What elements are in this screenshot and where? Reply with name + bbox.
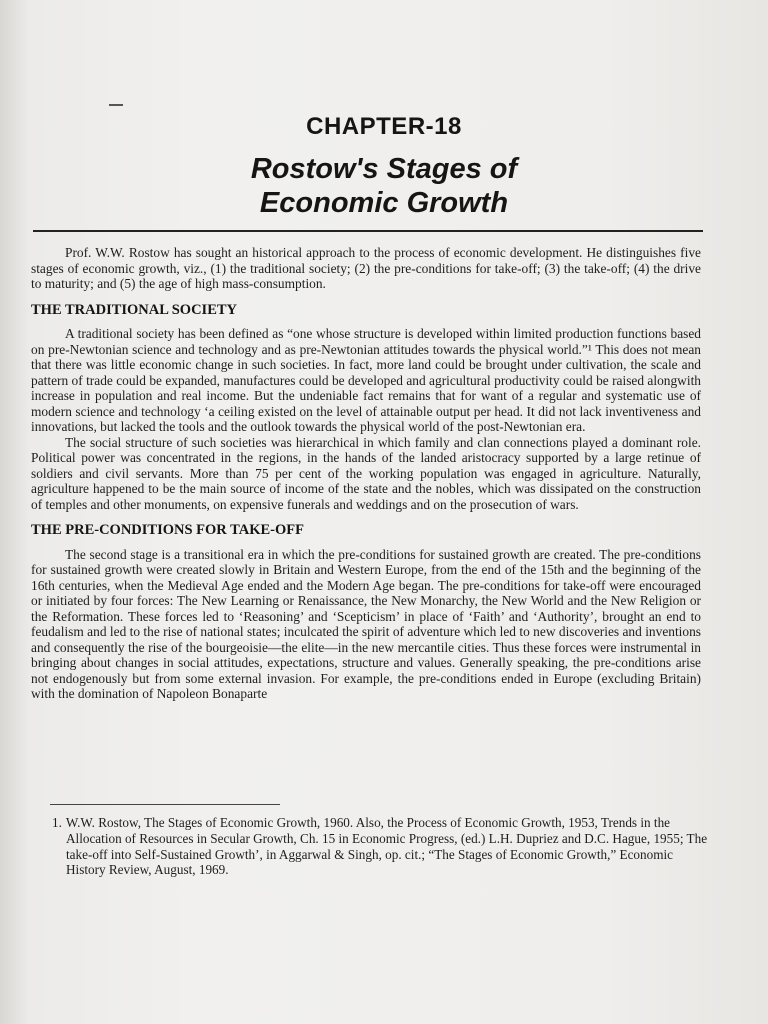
section-heading: THE TRADITIONAL SOCIETY: [31, 301, 238, 318]
title-rule: [33, 230, 703, 232]
footnote: [52, 815, 708, 878]
chapter-label: CHAPTER-18: [306, 113, 462, 140]
chapter-title: [0, 152, 768, 220]
chapter-title-line-2: Economic Growth: [259, 187, 509, 219]
chapter-title-line-1: Rostow's Stages of: [250, 153, 518, 185]
footnote-rule: [50, 804, 280, 805]
body-text: [31, 245, 701, 702]
section-heading: THE PRE-CONDITIONS FOR TAKE-OFF: [31, 522, 304, 538]
footnote-text: W.W. Rostow, The Stages of Economic Growth, 1960. Also, the Process of Economic Growth, 1953, Trends in the Allocation of Resources in Secular Growth, Ch. 15 in Economic Progress, (ed.) L.H. Dupriez and D.C. Hague, 1955; The take-off into Self-Sustained Growth’, in Aggarwal & Singh, op. cit.; “The Stages of Economic Growth,” Economic History Review, August, 1969.: [65, 815, 708, 878]
page-mark: [109, 104, 123, 106]
body-paragraph: The social structure of such societies was hierarchical in which family and clan connections played a dominant role. Political power was concentrated in the regions, in the hands of the landed aristocracy supported by a large retinue of soldiers and civil servants. More than 75 per cent of the working population was engaged in agriculture. Naturally, agriculture happened to be the main source of income of the state and the nobles, which was dissipated on the construction of temples and other monuments, on expensive funerals and weddings and on the prosecution of wars.: [31, 434, 701, 512]
footnote-number: 1.: [52, 815, 62, 830]
body-paragraph: The second stage is a transitional era in which the pre-conditions for sustained growth are created. The pre-conditions for sustained growth were created slowly in Britain and Western Europe, from the end of the 15th and the beginning of the 16th centuries, when the Medieval Age ended and the Modern Age began. The pre-conditions for take-off were encouraged or initiated by four forces: The New Learning or Renaissance, the New Monarchy, the New World and the New Religion or the Reformation. These forces led to ‘Reasoning’ and ‘Scepticism’ in place of ‘Faith’ and ‘Authority’, brought an end to feudalism and led to the rise of national states; inculcated the spirit of adventure which led to new discoveries and inventions and consequently the rise of the bourgeoisie—the elite—in the new mercantile cities. Thus these forces were instrumental in bringing about changes in social attitudes, expectations, structure and values. Generally speaking, the pre-conditions arise not endogenously but from some external invasion. For example, the pre-conditions ended in Europe (excluding Britain) with the domination of Napoleon Bonaparte: [31, 546, 701, 701]
body-paragraph: A traditional society has been defined as “one whose structure is developed within limited production functions based on pre-Newtonian science and technology and as pre-Newtonian attitudes towards the physical world.”¹ This does not mean that there was little economic change in such societies. In fact, more land could be brought under cultivation, the scale and pattern of trade could be expanded, manufactures could be developed and agricultural productivity could be raised alongwith increase in population and real income. But the undeniable fact remains that for want of a regular and systematic use of modern science and technology ‘a ceiling existed on the level of attainable output per head. It did not lack inventiveness and innovations, but lacked the tools and the outlook towards the physical world of the post-Newtonian era.: [31, 326, 701, 434]
intro-paragraph: Prof. W.W. Rostow has sought an historical approach to the process of economic development. He distinguishes five stages of economic growth, viz., (1) the traditional society; (2) the pre-conditions for take-off; (3) the take-off; (4) the drive to maturity; and (5) the age of high mass-consumption.: [31, 245, 701, 291]
